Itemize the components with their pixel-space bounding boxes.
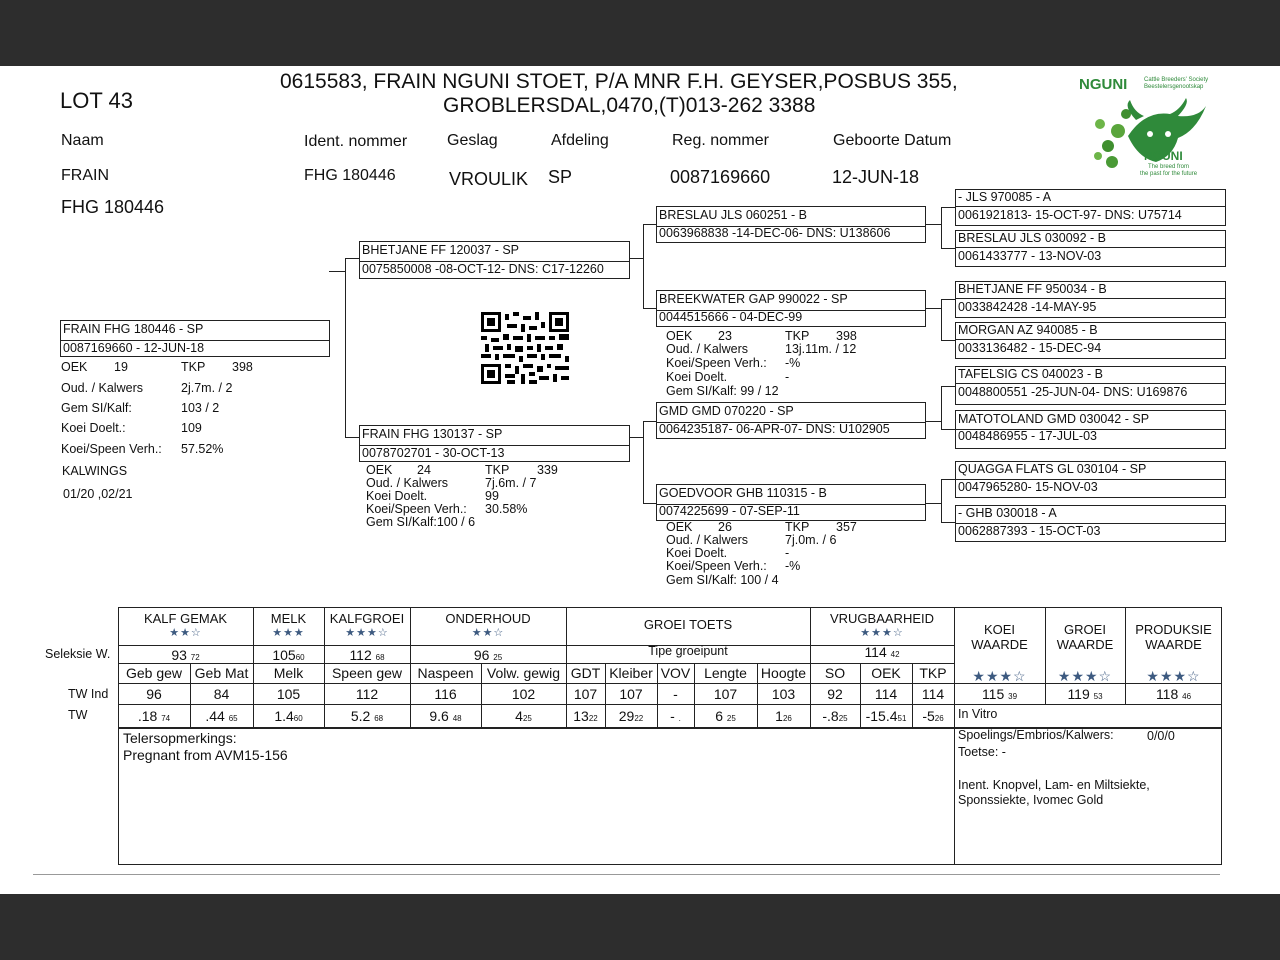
- row-label-seleksie: Seleksie W.: [45, 647, 111, 661]
- ggp-box-3: BHETJANE FF 950034 - B 0033842428 -14-MAY-95: [955, 281, 1226, 318]
- label-afdeling: Afdeling: [551, 132, 609, 149]
- twind-kleiber: 107: [619, 686, 643, 702]
- dam-name: FRAIN FHG 130137 - SP: [362, 427, 503, 441]
- group-onderhoud: ONDERHOUD ★★☆: [410, 611, 566, 639]
- twind-geb-gew: 96: [146, 686, 162, 702]
- twind-naspeen: 116: [434, 686, 457, 702]
- twind-speen-gew: 112: [355, 686, 379, 702]
- tw-lengte: 6 25: [715, 708, 736, 724]
- twind-melk: 105: [276, 686, 301, 702]
- col-oek: OEK: [871, 665, 901, 681]
- animal-section: SP: [548, 167, 573, 187]
- remarks-label: Telersopmerkings:: [123, 730, 237, 746]
- koei-waarde-value: 115 39: [981, 686, 1018, 702]
- ggp-box-5: TAFELSIG CS 040023 - B 0048800551 -25-JUN-04- DNS: U169876: [955, 366, 1226, 405]
- animal-ident-large: FHG 180446: [61, 197, 165, 217]
- row-label-tw: TW: [68, 708, 88, 722]
- col-geb-gew: Geb gew: [125, 665, 183, 681]
- tw-geb-gew: .18 74: [137, 708, 171, 724]
- seleksie-vrugbaarheid: 114 42: [864, 644, 900, 660]
- label-ident: Ident. nommer: [304, 133, 408, 150]
- produksie-waarde-stars-icon: ★★★☆: [1146, 668, 1201, 684]
- seleksie-kalfgroei: 112 68: [349, 647, 385, 663]
- twind-oek: 114: [874, 686, 898, 702]
- group-groei-toets: GROEI TOETS: [643, 617, 733, 632]
- label-geslag: Geslag: [447, 132, 498, 149]
- sire-dam-box: [656, 290, 926, 327]
- subject-reg: 0087169660 - 12-JUN-18: [63, 341, 205, 355]
- dam-dam-name: GOEDVOOR GHB 110315 - B: [659, 486, 827, 500]
- seleksie-melk: 10560: [272, 647, 305, 663]
- twind-tkp: 114: [921, 686, 945, 702]
- col-kleiber: Kleiber: [609, 665, 653, 681]
- sire-name: BHETJANE FF 120037 - SP: [362, 243, 520, 257]
- koei-waarde-stars-icon: ★★★☆: [972, 668, 1027, 684]
- produksie-waarde-value: 118 46: [1155, 686, 1192, 702]
- animal-ident: FHG 180446: [304, 167, 396, 184]
- tw-kleiber: 2922: [618, 708, 644, 724]
- melk-stars-icon: ★★★: [272, 627, 305, 639]
- toetse-text: Toetse: -: [958, 745, 1006, 759]
- tw-vov: - .: [670, 708, 681, 724]
- twind-gdt: 107: [573, 686, 598, 702]
- logo-tagline-1: The breed from: [1148, 164, 1190, 170]
- logo-brand: NGUNI: [1079, 76, 1128, 93]
- twind-volw-gewig: 102: [511, 686, 536, 702]
- footer-divider: [33, 874, 1220, 875]
- animal-sex: VROULIK: [449, 169, 529, 189]
- label-reg: Reg. nommer: [672, 132, 769, 149]
- group-melk: MELK ★★★: [253, 611, 324, 639]
- dam-sire-name: GMD GMD 070220 - SP: [659, 404, 794, 418]
- dam-sire-reg: 0064235187- 06-APR-07- DNS: U102905: [659, 422, 890, 436]
- dam-dam-box: [656, 484, 926, 521]
- spoelings-label: Spoelings/Embrios/Kalwers:: [958, 728, 1114, 742]
- col-volw-gewig: Volw. gewig: [486, 665, 561, 681]
- groei-waarde-stars-icon: ★★★☆: [1057, 668, 1113, 684]
- groei-waarde-value: 119 53: [1067, 686, 1103, 702]
- col-naspeen: Naspeen: [417, 665, 474, 681]
- dam-gem-row: Gem SI/Kalf:100 / 6: [366, 515, 476, 529]
- animal-reg: 0087169660: [670, 167, 771, 187]
- remarks-text: Pregnant from AVM15-156: [123, 747, 288, 763]
- col-lengte: Lengte: [704, 665, 747, 681]
- col-speen-gew: Speen gew: [331, 665, 403, 681]
- inent-line-1: Inent. Knopvel, Lam- en Miltsiekte,: [958, 778, 1150, 792]
- kalf-gemak-stars-icon: ★★☆: [169, 627, 202, 639]
- col-geb-mat: Geb Mat: [194, 665, 249, 681]
- produksie-waarde-header: PRODUKSIE WAARDE: [1135, 622, 1212, 652]
- tw-melk: 1.460: [274, 708, 303, 724]
- col-melk: Melk: [273, 665, 304, 681]
- dam-dam-reg: 0074225699 - 07-SEP-11: [659, 504, 800, 518]
- sire-sire-name: BRESLAU JLS 060251 - B: [659, 208, 807, 222]
- logo-tagline-2: the past for the future: [1140, 171, 1198, 177]
- inent-line-2: Sponssiekte, Ivomec Gold: [958, 793, 1104, 807]
- dam-box: [359, 425, 630, 462]
- tw-naspeen: 9.6 48: [429, 708, 462, 724]
- logo-society-2: Beestelersgenootskap: [1144, 84, 1204, 90]
- subject-box: [60, 320, 330, 357]
- twind-hoogte: 103: [771, 686, 796, 702]
- groei-waarde-header: GROEI WAARDE: [1056, 622, 1114, 652]
- dam-reg: 0078702701 - 30-OCT-13: [362, 446, 505, 460]
- row-label-twind: TW Ind: [68, 687, 109, 701]
- animal-birth: 12-JUN-18: [832, 167, 920, 187]
- kalfgroei-stars-icon: ★★★☆: [345, 627, 389, 639]
- koei-waarde-header: KOEI WAARDE: [971, 622, 1028, 652]
- ggp-box-7: QUAGGA FLATS GL 030104 - SP 0047965280- 15-NOV-03: [955, 461, 1226, 498]
- col-so: SO: [824, 665, 846, 681]
- seleksie-onderhoud: 96 25: [473, 647, 503, 663]
- vrugbaarheid-stars-icon: ★★★☆: [860, 627, 904, 639]
- lot-number: LOT 43: [60, 88, 133, 113]
- col-hoogte: Hoogte: [760, 665, 807, 681]
- sire-reg: 0075850008 -08-OCT-12- DNS: C17-12260: [362, 262, 604, 276]
- kalwings-label: KALWINGS: [62, 464, 128, 478]
- tw-tkp: -526: [922, 708, 944, 724]
- in-vitro-label: In Vitro: [958, 707, 998, 721]
- sire-sire-box: [656, 206, 926, 243]
- seleksie-kalf-gemak: 93 72: [171, 647, 200, 663]
- twind-lengte: 107: [713, 686, 738, 702]
- col-tkp: TKP: [919, 665, 947, 681]
- col-vov: VOV: [660, 665, 691, 681]
- group-kalf-gemak: KALF GEMAK ★★☆: [118, 611, 253, 639]
- sire-box: [359, 241, 630, 279]
- tw-hoogte: 126: [775, 708, 792, 724]
- tw-volw-gewig: 425: [515, 708, 532, 724]
- dam-dam-gem-row: Gem SI/Kalf: 100 / 4: [666, 573, 779, 587]
- tw-gdt: 1322: [573, 708, 598, 724]
- twind-vov: -: [673, 686, 678, 702]
- sire-dam-reg: 0044515666 - 04-DEC-99: [659, 310, 803, 324]
- subject-name: FRAIN FHG 180446 - SP: [63, 322, 204, 336]
- tw-geb-mat: .44 65: [205, 708, 238, 724]
- logo-society: Cattle Breeders' Society: [1144, 77, 1209, 83]
- tw-speen-gew: 5.2 68: [350, 708, 384, 724]
- nguni-logo: [1078, 76, 1218, 176]
- onderhoud-stars-icon: ★★☆: [471, 627, 505, 639]
- ggp-box-1: - JLS 970085 - A 0061921813- 15-OCT-97- DNS: U75714: [955, 189, 1226, 226]
- tw-so: -.825: [822, 708, 848, 724]
- qr-code: [481, 312, 569, 384]
- tw-oek: -15.451: [865, 708, 907, 724]
- group-kalfgroei: KALFGROEI ★★★☆: [324, 611, 410, 639]
- ggp-box-4: MORGAN AZ 940085 - B 0033136482 - 15-DEC-94: [955, 322, 1226, 359]
- label-naam: Naam: [61, 132, 104, 149]
- sire-sire-reg: 0063968838 -14-DEC-06- DNS: U138606: [659, 226, 891, 240]
- sire-dam-gem-row: Gem SI/Kalf: 99 / 12: [666, 384, 779, 398]
- animal-name: FRAIN: [61, 167, 109, 184]
- page: LOT 43 0615583, FRAIN NGUNI STOET, P/A MNR F.H. GEYSER,POSBUS 355, GROBLERSDAL,0470,(T)013-262 3388 NGUNI Cattle Breeders' Society Beestelersgenootskap NGUNI The breed from the past for the future Naam Ident. nommer Geslag Afdeling Reg. nommer Geboorte Datum FRAIN FHG 180446 VROULIK SP 0087169660 12-JUN-18 FHG 180446 FRAIN FHG 180446 - SP 0087169660 - 12-JUN-18 OEK 19 TKP 398 Oud. / Kalwers 2j.7m. / 2 Gem SI/Kalf: 103 / 2 Koei Doelt.: 109 Koei/Speen Verh.: 57.52% KALWINGS 01/20 ,02/21 BHETJANE FF 120037 - SP 0075850008 -08-OCT-12- DNS: C17-12260 FRAIN FHG 130137 - SP 0078702701 - 30-OCT-13 OEK 24 TKP 339 Oud. / Kalwers 7j.6m. / 7 Koei Doelt. 99 Koei/Speen Verh.: 30.58% Gem SI/Kalf:100 / 6 BRESLAU JLS 060251 - B 0063968838 -14-DEC-06- DNS: U138606 BREEKWATER GAP 990022 - SP 0044515666 - 04-DEC-99 OEK 23 TKP 398 Oud. / Kalwers 13j.11m. / 12 Koei/Speen Verh.: -% Koei Doelt. - Gem SI/Kalf: 99 / 12 GMD GMD 070220 - SP 0064235187- 06-APR-07- DNS: U102905 GOEDVOOR GHB 110315 - B 0074225699 - 07-SEP-11 OEK 26 TKP 357 Oud. / Kalwers 7j.0m. / 6 Koei Doelt. - Koei/Speen Verh.: -% Gem SI/Kalf: 100 / 4 - JLS 970085 - A 0061921813- 15-OCT-97- DNS: U75714 BRESLAU JLS 030092 - B 0061433777 - 13-NOV-03 BHETJANE FF 950034 - B 0033842428 -14-MAY-95 MORGAN AZ 940085 - B 0033136482 - 15-DEC-94 TAFELSIG CS 040023 - B 0048800551 -25-JUN-04- DNS: U169876 MATOTOLAND GMD 030042 - SP 0048486955 - 17-JUL-03 QUAGGA FLATS GL 030104 - SP 0047965280- 15-NOV-03 - GHB 030018 - A 0062887393 - 15-OCT-03 Seleksie W. TW Ind TW KALF GEMAK ★★☆ MELK ★★★ KALFGROEI ★★★☆ ONDERHOUD ★★☆ GROEI TOETS VRUGBAARHEID ★★★☆ 93 72 10560 112 68 96 25 Tipe groeipunt 114 42 KOEI WAARDE GROEI WAARDE PRODUKSIE WAARDE ★★★☆ ★★★☆ ★★★☆ Geb gew Geb Mat Melk Speen gew Naspeen Volw. gewig GDT Kleiber VOV Lengte Hoogte SO OEK TKP 96 84 105 112 116 102 107 107 - 107 103 92 114 114 115 39 119 53 118 46 .18 74 .44 65 1.460 5.2 68 9.6 48 425 1322 2922 - . 6 25 126 -.825 -15.451 -526 In Vitro Telersopmerkings: Pregnant from AVM15-156 Spoelings/Embrios/Kalwers: 0/0/0 Toetse: - Inent. Knopvel, Lam- en Miltsiekte, Sponssiekte, Ivomec Gold: [0, 66, 1280, 894]
- ggp-box-6: MATOTOLAND GMD 030042 - SP 0048486955 - 17-JUL-03: [955, 410, 1226, 449]
- ggp-box-2: BRESLAU JLS 030092 - B 0061433777 - 13-NOV-03: [955, 230, 1226, 267]
- sire-dam-name: BREEKWATER GAP 990022 - SP: [659, 292, 848, 306]
- breeder-line-2: GROBLERSDAL,0470,(T)013-262 3388: [443, 94, 816, 117]
- spoelings-value: 0/0/0: [1147, 729, 1175, 743]
- ggp-box-8: - GHB 030018 - A 0062887393 - 15-OCT-03: [955, 505, 1226, 542]
- twind-geb-mat: 84: [213, 686, 230, 702]
- dam-sire-box: [656, 402, 926, 439]
- kalwings-dates: 01/20 ,02/21: [63, 487, 133, 501]
- group-vrugbaarheid: VRUGBAARHEID ★★★☆: [810, 611, 954, 639]
- twind-so: 92: [827, 686, 843, 702]
- breeder-line-1: 0615583, FRAIN NGUNI STOET, P/A MNR F.H. GEYSER,POSBUS 355,: [280, 70, 958, 93]
- tipe-groeipunt: Tipe groeipunt: [648, 644, 728, 658]
- col-gdt: GDT: [570, 665, 601, 681]
- label-geboorte: Geboorte Datum: [833, 132, 952, 149]
- logo-emblem-text: NGUNI: [1144, 149, 1183, 163]
